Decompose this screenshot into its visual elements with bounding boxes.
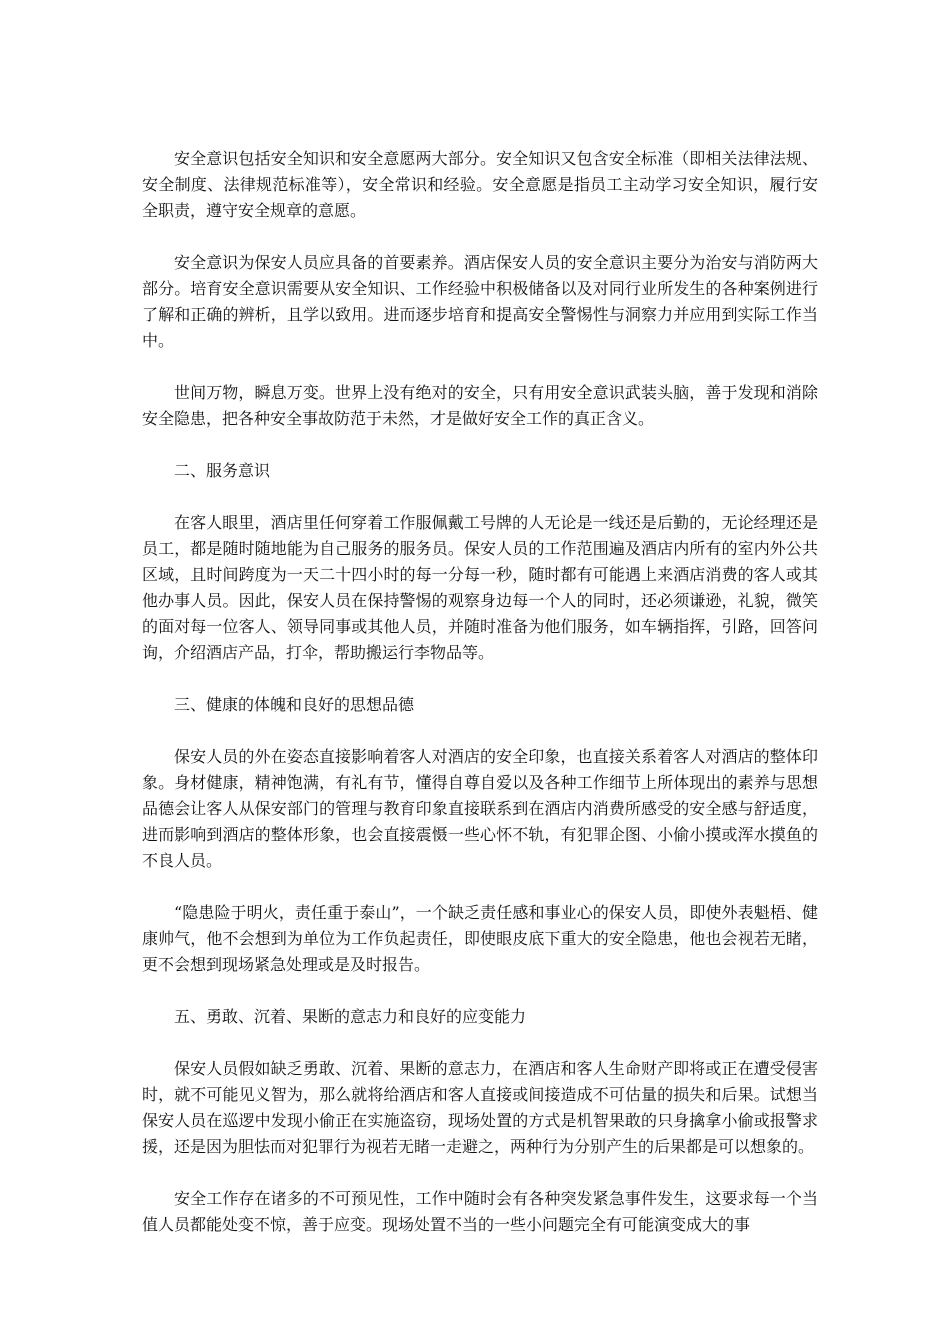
document-body (142, 146, 818, 1264)
paragraph-responsibility: “隐患险于明火，责任重于泰山”，一个缺乏责任感和事业心的保安人员，即使外表魁梧、健康帅气，他不会想到为单位为工作负起责任，即使眼皮底下重大的安全隐患，他也会视若无睹，更不会想到现场紧急处理或是及时报告。 (142, 903, 818, 974)
paragraph-safety-awareness-definition: 安全意识包括安全知识和安全意愿两大部分。安全知识又包含安全标准（即相关法律法规、安全制度、法律规范标准等），安全常识和经验。安全意愿是指员工主动学习安全知识，履行安全职责，遵守安全规章的意愿。 (142, 149, 818, 220)
section-heading-health-and-morality: 三、健康的体魄和良好的思想品德 (174, 695, 415, 714)
paragraph-emergency-response: 安全工作存在诸多的不可预见性，工作中随时会有各种突发紧急事件发生，这要求每一个当值人员都能处变不惊，善于应变。现场处置不当的一些小问题完全有可能演变成大的事 (142, 1189, 818, 1234)
paragraph-safety-meaning: 世间万物，瞬息万变。世界上没有绝对的安全，只有用安全意识武装头脑，善于发现和消除安全隐患，把各种安全事故防范于未然，才是做好安全工作的真正含义。 (142, 383, 818, 428)
paragraph-safety-awareness-importance: 安全意识为保安人员应具备的首要素养。酒店保安人员的安全意识主要分为治安与消防两大部分。培育安全意识需要从安全知识、工作经验中积极储备以及对同行业所发生的各种案例进行了解和正确的辨析，且学以致用。进而逐步培育和提高安全警惕性与洞察力并应用到实际工作当中。 (142, 253, 818, 350)
paragraph-appearance-impression: 保安人员的外在姿态直接影响着客人对酒店的安全印象，也直接关系着客人对酒店的整体印象。身材健康，精神饱满，有礼有节，懂得自尊自爱以及各种工作细节上所体现出的素养与思想品德会让客人从保安部门的管理与教育印象直接联系到在酒店内消费所感受的安全感与舒适度，进而影响到酒店的整体形象，也会直接震慑一些心怀不轨，有犯罪企图、小偷小摸或浑水摸鱼的不良人员。 (142, 747, 818, 870)
section-heading-service-awareness: 二、服务意识 (174, 461, 271, 480)
section-heading-courage-and-adaptability: 五、勇敢、沉着、果断的意志力和良好的应变能力 (174, 1007, 527, 1026)
paragraph-service-awareness: 在客人眼里，酒店里任何穿着工作服佩戴工号牌的人无论是一线还是后勤的，无论经理还是员工，都是随时随地能为自己服务的服务员。保安人员的工作范围遍及酒店内所有的室内外公共区域，且时间跨度为一天二十四小时的每一分每一秒，随时都有可能遇上来酒店消费的客人或其他办事人员。因此，保安人员在保持警惕的观察身边每一个人的同时，还必须谦逊，礼貌，微笑的面对每一位客人、领导同事或其他人员，并随时准备为他们服务，如车辆指挥，引路，回答问询，介绍酒店产品，打伞，帮助搬运行李物品等。 (142, 513, 818, 662)
paragraph-courage: 保安人员假如缺乏勇敢、沉着、果断的意志力，在酒店和客人生命财产即将或正在遭受侵害时，就不可能见义智为，那么就将给酒店和客人直接或间接造成不可估量的损失和后果。试想当保安人员在巡逻中发现小偷正在实施盗窃，现场处置的方式是机智果敢的只身擒拿小偷或报警求援，还是因为胆怯而对犯罪行为视若无睹一走避之，两种行为分别产生的后果都是可以想象的。 (142, 1059, 818, 1156)
